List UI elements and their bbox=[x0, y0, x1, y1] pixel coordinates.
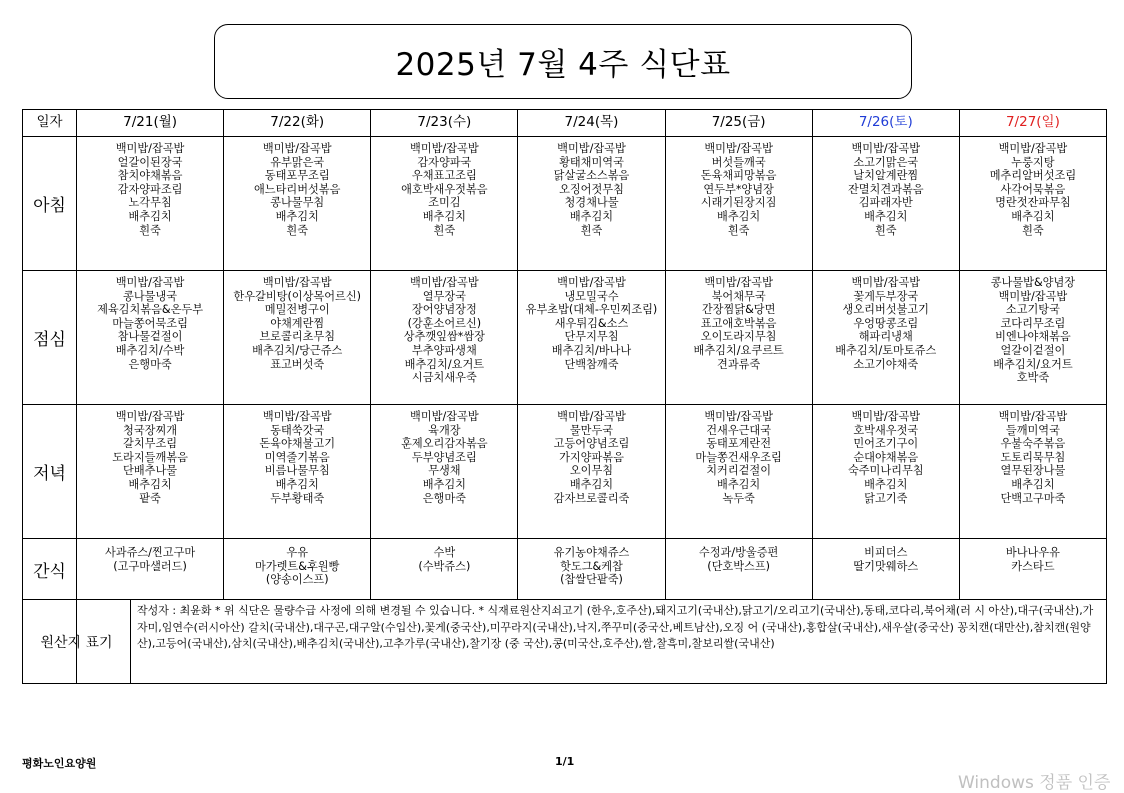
menu-item: 꽃게두부장국 bbox=[853, 289, 919, 303]
menu-item: 노각무침 bbox=[128, 196, 172, 210]
menu-cell bbox=[371, 405, 518, 539]
menu-item: 백미밥/잡곡밥 bbox=[557, 410, 626, 423]
meal-row bbox=[23, 137, 1107, 271]
menu-item: 백미밥/잡곡밥 bbox=[262, 276, 332, 289]
menu-item: 백미밥/잡곡밥 bbox=[115, 410, 185, 423]
origin-text: 작성자 : 최윤화 * 위 식단은 물량수급 사정에 의해 변경될 수 있습니다. * 식재료원산지쇠고기 (한우,호주산),돼지고기(국내산),닭고기/오리고기(국내산),동태,코다리,북어채(러 시 아산),대구(국내산),가자미,임연수(러시아산) 갈치(국내산),대구곤,대구알(수입산),꽃게(중국산),미꾸라지(국내산),낙지,쭈꾸미(중국산,베트남산),오징 어 (국내산),홍합살(국내산),새우살(중국산) 꽁치캔(대만산),참치캔(원양산),고등어(국내산),삼치(국내산),배추김치(국내산),고추가루(국내산),찰기장 (중 국산),콩(미국산,호주산),쌀,찰흑미,찰보리쌀(국내산) bbox=[137, 604, 1094, 650]
menu-item: 시금치새우죽 bbox=[411, 371, 477, 385]
menu-item: 백미밥/잡곡밥 bbox=[998, 289, 1068, 303]
menu-item: 백미밥/잡곡밥 bbox=[704, 142, 773, 155]
menu-item: 들깨미역국 bbox=[1005, 423, 1060, 437]
meal-label: 점심 bbox=[23, 271, 77, 405]
menu-item: 순대야채볶음 bbox=[853, 450, 919, 464]
menu-item: 사각어묵볶음 bbox=[1000, 182, 1066, 196]
menu-cell bbox=[371, 539, 518, 600]
menu-item: 표고애호박볶음 bbox=[700, 316, 777, 330]
menu-item: 마가렛트&후원빵 bbox=[255, 559, 340, 573]
menu-item: 배추김치/요쿠르트 bbox=[693, 343, 784, 357]
menu-cell bbox=[665, 137, 812, 271]
menu-item: 단배추나물 bbox=[123, 464, 178, 478]
menu-item: 은행마죽 bbox=[128, 357, 172, 371]
menu-item: 돈육채피망볶음 bbox=[700, 169, 777, 183]
menu-item: 감자양파국 bbox=[417, 155, 472, 169]
menu-item: 닭고기죽 bbox=[864, 491, 908, 505]
menu-cell bbox=[371, 271, 518, 405]
menu-item: 배추김치 bbox=[864, 477, 908, 491]
menu-item: 배추김치 bbox=[569, 477, 614, 491]
origin-section bbox=[40, 600, 1107, 684]
menu-item: 버섯들깨국 bbox=[711, 155, 766, 169]
menu-item: 배추김치 bbox=[275, 209, 319, 223]
menu-item: 마늘쫑어묵조림 bbox=[112, 316, 188, 330]
menu-item: 가지양파볶음 bbox=[559, 450, 624, 464]
menu-item: 백미밥/잡곡밥 bbox=[851, 410, 921, 423]
menu-item: 생오리버섯불고기 bbox=[842, 303, 929, 317]
menu-item: (찹쌀단팥죽) bbox=[560, 573, 623, 587]
menu-item: 소고기탕국 bbox=[1005, 303, 1060, 317]
menu-item: 브로콜리초무침 bbox=[259, 330, 336, 344]
menu-item: 바나나우유 bbox=[1005, 546, 1060, 559]
menu-item: (수박쥬스) bbox=[418, 559, 471, 573]
menu-item: 우엉땅콩조림 bbox=[853, 316, 919, 330]
menu-item: 카스타드 bbox=[1011, 559, 1055, 573]
menu-item: 은행마죽 bbox=[422, 491, 466, 505]
menu-item: 비엔나야채볶음 bbox=[995, 330, 1071, 344]
menu-item: 잔멸치견과볶음 bbox=[847, 182, 924, 196]
menu-item: 얼갈이된장국 bbox=[117, 155, 183, 169]
menu-item: 열무된장나물 bbox=[1000, 464, 1066, 478]
meal-label: 아침 bbox=[23, 137, 77, 271]
menu-item: (고구마샐러드) bbox=[113, 559, 187, 573]
menu-cell bbox=[665, 405, 812, 539]
menu-item: 유부초밥(대체-우민찌조림) bbox=[525, 303, 658, 317]
menu-item: 배추김치/토마토쥬스 bbox=[835, 343, 937, 357]
menu-item: 콩나물냉국 bbox=[123, 289, 178, 303]
menu-item: 오이무침 bbox=[569, 464, 614, 478]
day-header: 7/22(화) bbox=[224, 110, 371, 137]
menu-item: 황태채미역국 bbox=[559, 155, 624, 169]
menu-item: 애느타리버섯볶음 bbox=[253, 182, 341, 196]
menu-item: (단호박스프) bbox=[707, 559, 771, 573]
menu-cell bbox=[812, 271, 959, 405]
menu-item: 백미밥/잡곡밥 bbox=[851, 142, 921, 155]
menu-item: 오징어젓무침 bbox=[559, 182, 624, 196]
menu-item: 백미밥/잡곡밥 bbox=[262, 142, 332, 155]
menu-cell bbox=[518, 405, 665, 539]
menu-cell bbox=[224, 137, 371, 271]
menu-item: 건새우근대국 bbox=[706, 423, 772, 437]
menu-item: 고등어양념조림 bbox=[553, 437, 630, 451]
menu-cell bbox=[812, 539, 959, 600]
menu-item: 한우갈비탕(이상목어르신) bbox=[233, 289, 362, 303]
menu-item: 청경채나물 bbox=[564, 196, 619, 210]
menu-item: 민어조기구이 bbox=[853, 437, 919, 451]
menu-item: 해파리냉채 bbox=[858, 330, 913, 344]
menu-item: 간장찜닭&당면 bbox=[701, 303, 776, 317]
menu-item: 육개장 bbox=[428, 423, 461, 437]
menu-cell bbox=[77, 405, 224, 539]
meal-row bbox=[23, 271, 1107, 405]
menu-item: 동태쑥갓국 bbox=[270, 423, 325, 437]
menu-item: 갈치무조림 bbox=[123, 437, 178, 451]
menu-item: 시래기된장지짐 bbox=[700, 196, 777, 210]
day-header: 7/25(금) bbox=[665, 110, 812, 137]
menu-item: 소고기야채죽 bbox=[853, 357, 919, 371]
menu-item: 백미밥/잡곡밥 bbox=[851, 276, 921, 289]
menu-item: 딸기맛웨하스 bbox=[853, 559, 919, 573]
menu-item: 흰죽 bbox=[1022, 223, 1044, 237]
menu-item: 흰죽 bbox=[433, 223, 456, 237]
menu-item: 단백참깨죽 bbox=[564, 357, 619, 371]
menu-cell bbox=[518, 137, 665, 271]
menu-item: 메밀전병구이 bbox=[264, 303, 330, 317]
menu-item: 감자양파조림 bbox=[117, 182, 183, 196]
menu-cell bbox=[224, 271, 371, 405]
menu-item: 무생채 bbox=[428, 464, 461, 478]
menu-item: 두부양념조림 bbox=[411, 450, 477, 464]
menu-cell bbox=[77, 271, 224, 405]
menu-item: 유부맑은국 bbox=[270, 155, 325, 169]
meal-row bbox=[23, 405, 1107, 539]
menu-item: 참나물겉절이 bbox=[117, 330, 183, 344]
menu-item: 배추김치 bbox=[128, 209, 172, 223]
menu-item: 백미밥/잡곡밥 bbox=[115, 276, 185, 289]
menu-item: 제육김치볶음&온두부 bbox=[97, 303, 204, 317]
menu-item: 유기농야채쥬스 bbox=[553, 546, 630, 559]
menu-cell bbox=[959, 271, 1106, 405]
menu-item: 흰죽 bbox=[286, 223, 309, 237]
menu-item: 수박 bbox=[433, 546, 456, 559]
menu-item: 애호박새우젓볶음 bbox=[401, 182, 488, 196]
activation-watermark: Windows 정품 인증 bbox=[958, 773, 1111, 793]
menu-item: 백미밥/잡곡밥 bbox=[557, 276, 626, 289]
origin-label: 원산지 표기 bbox=[23, 600, 131, 683]
menu-item: 비름나물무침 bbox=[264, 464, 330, 478]
menu-item: 두부황태죽 bbox=[270, 491, 325, 505]
menu-item: 표고버섯죽 bbox=[270, 357, 325, 371]
menu-item: 배추김치 bbox=[422, 477, 466, 491]
menu-item: 사과쥬스/찐고구마 bbox=[104, 546, 196, 559]
menu-item: 물만두국 bbox=[569, 423, 614, 437]
menu-item: 장어양념장정 bbox=[411, 303, 477, 317]
menu-item: 백미밥/잡곡밥 bbox=[262, 410, 332, 423]
menu-item: 흰죽 bbox=[139, 223, 161, 237]
menu-item: 호박새우젓국 bbox=[853, 423, 919, 437]
menu-item: 견과류죽 bbox=[717, 357, 761, 371]
origin-row bbox=[23, 600, 1107, 684]
menu-item: 배추김치/수박 bbox=[115, 343, 185, 357]
menu-item: 얼갈이겉절이 bbox=[1000, 343, 1066, 357]
menu-item: 핫도그&케찹 bbox=[560, 559, 623, 573]
menu-item: 백미밥/잡곡밥 bbox=[410, 276, 479, 289]
day-header: 7/23(수) bbox=[371, 110, 518, 137]
menu-table bbox=[22, 109, 1107, 684]
menu-item: 배추김치 bbox=[422, 209, 466, 223]
meal-label: 저녁 bbox=[23, 405, 77, 539]
menu-item: 백미밥/잡곡밥 bbox=[410, 410, 479, 423]
menu-item: 북어채무국 bbox=[711, 289, 766, 303]
menu-item: 녹두죽 bbox=[722, 491, 755, 505]
menu-item: 백미밥/잡곡밥 bbox=[704, 410, 773, 423]
menu-cell bbox=[959, 539, 1106, 600]
menu-item: 배추김치/요거트 bbox=[993, 357, 1073, 371]
page-title: 2025년 7월 4주 식단표 bbox=[395, 47, 731, 83]
menu-item: 우불숙주볶음 bbox=[1000, 437, 1066, 451]
menu-item: 열무장국 bbox=[422, 289, 466, 303]
menu-item: 배추김치 bbox=[1011, 209, 1055, 223]
menu-cell bbox=[224, 405, 371, 539]
menu-cell bbox=[812, 405, 959, 539]
menu-cell bbox=[77, 137, 224, 271]
menu-item: 청국장찌개 bbox=[123, 423, 178, 437]
header-row bbox=[23, 110, 1107, 137]
menu-item: 배추김치 bbox=[864, 209, 908, 223]
menu-cell bbox=[77, 539, 224, 600]
menu-item: (강훈소어르신) bbox=[407, 316, 482, 330]
menu-item: 배추김치 bbox=[569, 209, 614, 223]
menu-item: 메추리알버섯조림 bbox=[989, 169, 1077, 183]
menu-item: 마늘쫑건새우조림 bbox=[695, 450, 782, 464]
menu-item: 배추김치/요거트 bbox=[404, 357, 485, 371]
menu-item: 동태포계란전 bbox=[706, 437, 772, 451]
menu-cell bbox=[518, 271, 665, 405]
menu-item: 백미밥/잡곡밥 bbox=[410, 142, 479, 155]
menu-item: 배추김치 bbox=[1011, 477, 1055, 491]
day-header: 7/21(월) bbox=[77, 110, 224, 137]
menu-item: 배추김치 bbox=[275, 477, 319, 491]
menu-item: 코다리무조림 bbox=[1000, 316, 1066, 330]
menu-cell bbox=[665, 271, 812, 405]
menu-item: 배추김치 bbox=[128, 477, 172, 491]
menu-cell bbox=[959, 405, 1106, 539]
menu-cell bbox=[812, 137, 959, 271]
menu-item: 조미김 bbox=[428, 196, 461, 210]
menu-item: 흰죽 bbox=[580, 223, 603, 237]
menu-item: 명란젓잔파무침 bbox=[995, 196, 1071, 210]
menu-item: 우채표고조림 bbox=[411, 169, 477, 183]
menu-item: 백미밥/잡곡밥 bbox=[704, 276, 773, 289]
menu-item: 배추김치/바나나 bbox=[551, 343, 632, 357]
menu-item: 감자브로콜리죽 bbox=[553, 491, 630, 505]
menu-item: 치커리겉절이 bbox=[706, 464, 772, 478]
menu-item: 도라지들깨볶음 bbox=[112, 450, 188, 464]
menu-cell bbox=[224, 539, 371, 600]
meal-row bbox=[23, 539, 1107, 600]
menu-item: 훈제오리감자볶음 bbox=[401, 437, 488, 451]
title-box bbox=[214, 24, 912, 99]
menu-item: 누룽지탕 bbox=[1011, 155, 1055, 169]
menu-cell bbox=[371, 137, 518, 271]
menu-item: 새우튀김&소스 bbox=[554, 316, 629, 330]
menu-item: 단백고구마죽 bbox=[1000, 491, 1066, 505]
menu-item: 참치야채볶음 bbox=[117, 169, 183, 183]
menu-item: 호박죽 bbox=[1016, 371, 1050, 385]
page-number: 1/1 bbox=[555, 755, 575, 768]
menu-item: 배추김치 bbox=[717, 209, 761, 223]
menu-item: 흰죽 bbox=[727, 223, 750, 237]
menu-item: 도토리묵무침 bbox=[1000, 450, 1066, 464]
menu-item: 배추김치 bbox=[717, 477, 761, 491]
menu-item: 오이도라지무침 bbox=[700, 330, 777, 344]
header-label: 일자 bbox=[23, 110, 77, 137]
menu-item: (양송이스프) bbox=[265, 573, 329, 587]
menu-item: 우유 bbox=[286, 546, 309, 559]
menu-item: 냉모밀국수 bbox=[564, 289, 619, 303]
menu-item: 흰죽 bbox=[874, 223, 897, 237]
menu-item: 상추깻잎쌈*쌈장 bbox=[403, 330, 485, 344]
menu-item: 숙주미나리무침 bbox=[847, 464, 924, 478]
day-header-saturday: 7/26(토) bbox=[812, 110, 959, 137]
meal-label: 간식 bbox=[23, 539, 77, 600]
menu-item: 단무지무침 bbox=[564, 330, 619, 344]
day-header-sunday: 7/27(일) bbox=[959, 110, 1106, 137]
menu-item: 닭살굴소스볶음 bbox=[553, 169, 630, 183]
menu-item: 비피더스 bbox=[864, 546, 908, 559]
menu-item: 콩나물밥&양념장 bbox=[990, 276, 1076, 289]
menu-item: 김파래자반 bbox=[858, 196, 913, 210]
organization-name: 평화노인요양원 bbox=[22, 757, 97, 770]
menu-cell bbox=[959, 137, 1106, 271]
menu-item: 동태포무조림 bbox=[264, 169, 330, 183]
menu-item: 백미밥/잡곡밥 bbox=[115, 142, 185, 155]
menu-item: 연두부*양념장 bbox=[703, 182, 774, 196]
menu-item: 부추양파생채 bbox=[411, 343, 477, 357]
menu-item: 수정과/방울증편 bbox=[698, 546, 779, 559]
menu-item: 미역줄기볶음 bbox=[264, 450, 330, 464]
menu-item: 팥죽 bbox=[139, 491, 161, 505]
menu-cell bbox=[518, 539, 665, 600]
menu-item: 날치알계란찜 bbox=[853, 169, 919, 183]
menu-item: 콩나물무침 bbox=[270, 196, 325, 210]
menu-item: 배추김치/당근쥬스 bbox=[252, 343, 343, 357]
menu-item: 백미밥/잡곡밥 bbox=[998, 142, 1068, 155]
menu-cell bbox=[665, 539, 812, 600]
day-header: 7/24(목) bbox=[518, 110, 665, 137]
menu-item: 야채계란찜 bbox=[270, 316, 325, 330]
menu-item: 돈육야채불고기 bbox=[259, 437, 336, 451]
menu-item: 백미밥/잡곡밥 bbox=[557, 142, 626, 155]
menu-item: 백미밥/잡곡밥 bbox=[998, 410, 1068, 423]
menu-item: 소고기맑은국 bbox=[853, 155, 919, 169]
